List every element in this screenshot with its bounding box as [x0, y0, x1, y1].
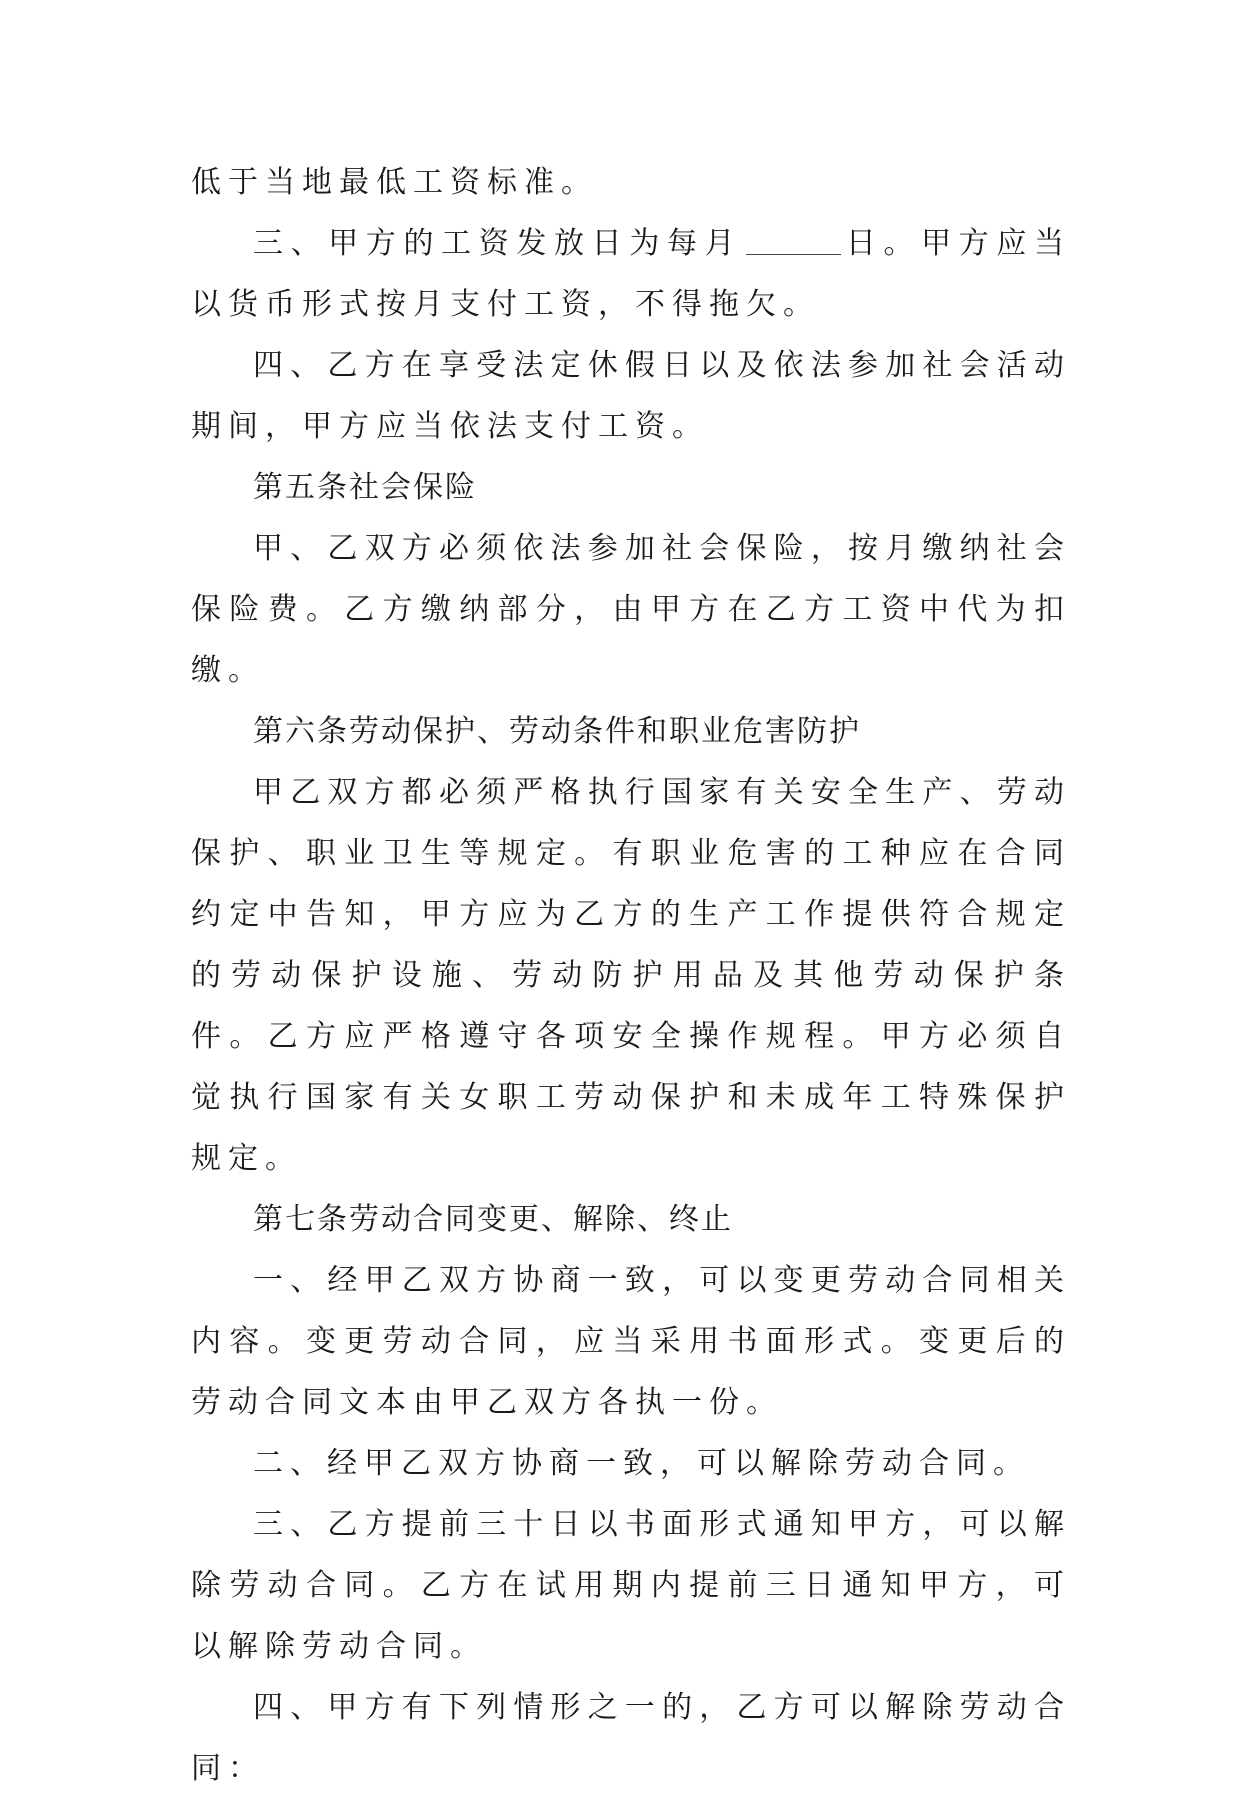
document-body — [191, 152, 1071, 1799]
paragraph-contract-change-2: 二、经甲乙双方协商一致，可以解除劳动合同。 — [253, 1446, 1030, 1481]
paragraph-contract-change-1: 一、经甲乙双方协商一致，可以变更劳动合同相关内容。变更劳动合同，应当采用书面形式。变更后的劳动合同文本由甲乙双方各执一份。 — [191, 1263, 1071, 1420]
paragraph-contract-change-4: 四、甲方有下列情形之一的，乙方可以解除劳动合同： — [191, 1690, 1071, 1786]
pay-day-text-after: 日。甲方应当以货币形式按月支付工资，不得拖欠。 — [191, 226, 1072, 322]
pay-day-text-before: 三、甲方的工资发放日为每月 — [253, 226, 743, 261]
paragraph-continuation: 低于当地最低工资标准。 — [191, 165, 598, 200]
section-heading-social-insurance: 第五条社会保险 — [253, 470, 477, 505]
paragraph-labor-protection: 甲乙双方都必须严格执行国家有关安全生产、劳动保护、职业卫生等规定。有职业危害的工种应在合同约定中告知，甲方应为乙方的生产工作提供符合规定的劳动保护设施、劳动防护用品及其他劳动保护条件。乙方应严格遵守各项安全操作规程。甲方必须自觉执行国家有关女职工劳动保护和未成年工特殊保护规定。 — [191, 775, 1071, 1176]
section-heading-labor-protection: 第六条劳动保护、劳动条件和职业危害防护 — [253, 714, 861, 749]
section-heading-contract-change: 第七条劳动合同变更、解除、终止 — [253, 1202, 733, 1237]
paragraph-social-insurance: 甲、乙双方必须依法参加社会保险，按月缴纳社会保险费。乙方缴纳部分，由甲方在乙方工资中代为扣缴。 — [191, 531, 1071, 688]
paragraph-holiday-pay: 四、乙方在享受法定休假日以及依法参加社会活动期间，甲方应当依法支付工资。 — [191, 348, 1071, 444]
pay-day-blank — [746, 226, 841, 255]
paragraph-contract-change-3: 三、乙方提前三十日以书面形式通知甲方，可以解除劳动合同。乙方在试用期内提前三日通知甲方，可以解除劳动合同。 — [191, 1507, 1071, 1664]
paragraph-pay-day — [191, 213, 1071, 335]
